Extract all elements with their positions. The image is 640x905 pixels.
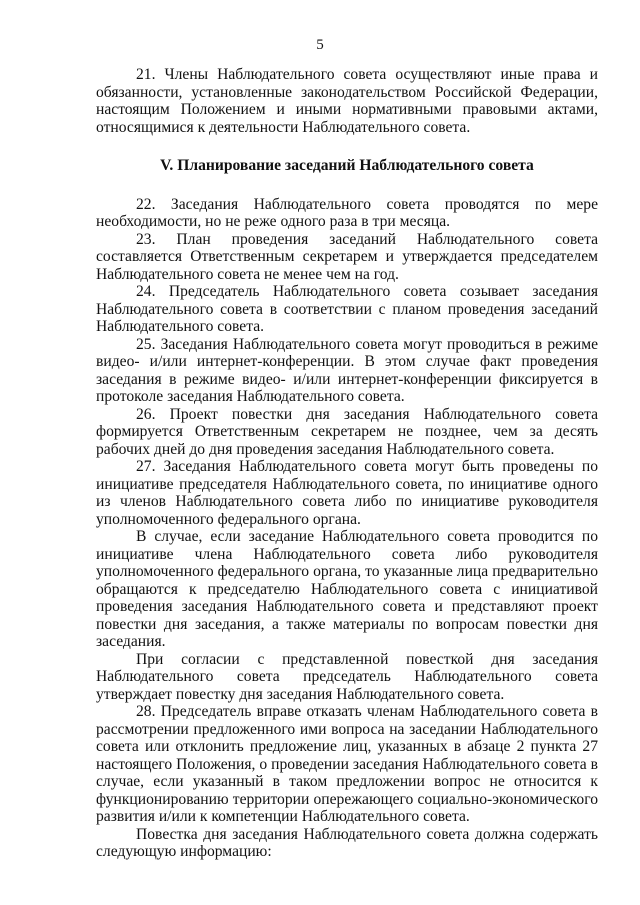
paragraph-24: 24. Председатель Наблюдательного совета созывает заседания Наблюдательного совета в соответствии с планом проведения заседаний Наблюдательного совета. [96,283,598,335]
page-number: 5 [316,37,324,53]
paragraph-22: 22. Заседания Наблюдательного совета проводятся по мере необходимости, но не реже одного раза в три месяца. [96,195,598,230]
paragraph-23: 23. План проведения заседаний Наблюдательного совета составляется Ответственным секретарем и утверждается председателем Наблюдательного совета не менее чем на год. [96,230,598,283]
paragraph-27-case: В случае, если заседание Наблюдательного совета проводится по инициативе члена Наблюдательного совета либо руководителя уполномоченного федерального органа, то указанные лица предварительно обращаются к председателю Наблюдательного совета с инициативой проведения заседания Наблюдательного совета и представляют проект повестки дня заседания, а также материалы по вопросам повестки дня заседания. [96,528,598,650]
document-body [96,66,598,861]
paragraph-28: 28. Председатель вправе отказать членам Наблюдательного совета в рассмотрении предложенного ими вопроса на заседании Наблюдательного совета или отклонить предложение лиц, указанных в абзаце 2 пункта 27 настоящего Положения, о проведении заседания Наблюдательного совета в случае, если указанный в таком предложении вопрос не относится к функционированию территории опережающего социально-экономического развития и/или к компетенции Наблюдательного совета. [96,703,598,825]
section-heading: V. Планирование заседаний Наблюдательного совета [160,157,534,174]
paragraph-26: 26. Проект повестки дня заседания Наблюдательного совета формируется Ответственным секретарем не позднее, чем за десять рабочих дней до дня проведения заседания Наблюдательного совета. [96,405,598,458]
paragraph-agenda-info: Повестка дня заседания Наблюдательного совета должна содержать следующую информацию: [96,825,598,860]
paragraph-27: 27. Заседания Наблюдательного совета могут быть проведены по инициативе председателя Наблюдательного совета, по инициативе одного из членов Наблюдательного совета либо по инициативе руководителя уполномоченного федерального органа. [96,458,598,528]
paragraph-21: 21. Члены Наблюдательного совета осуществляют иные права и обязанности, установленные законодательством Российской Федерации, настоящим Положением и иными нормативными правовыми актами, относящимися к деятельности Наблюдательного совета. [96,66,598,136]
paragraph-25: 25. Заседания Наблюдательного совета могут проводиться в режиме видео- и/или интернет-конференции. В этом случае факт проведения заседания в режиме видео- и/или интернет-конференции фиксируется в протоколе заседания Наблюдательного совета. [96,335,598,405]
paragraph-27-consent: При согласии с представленной повесткой дня заседания Наблюдательного совета председатель Наблюдательного совета утверждает повестку дня заседания Наблюдательного совета. [96,650,598,703]
